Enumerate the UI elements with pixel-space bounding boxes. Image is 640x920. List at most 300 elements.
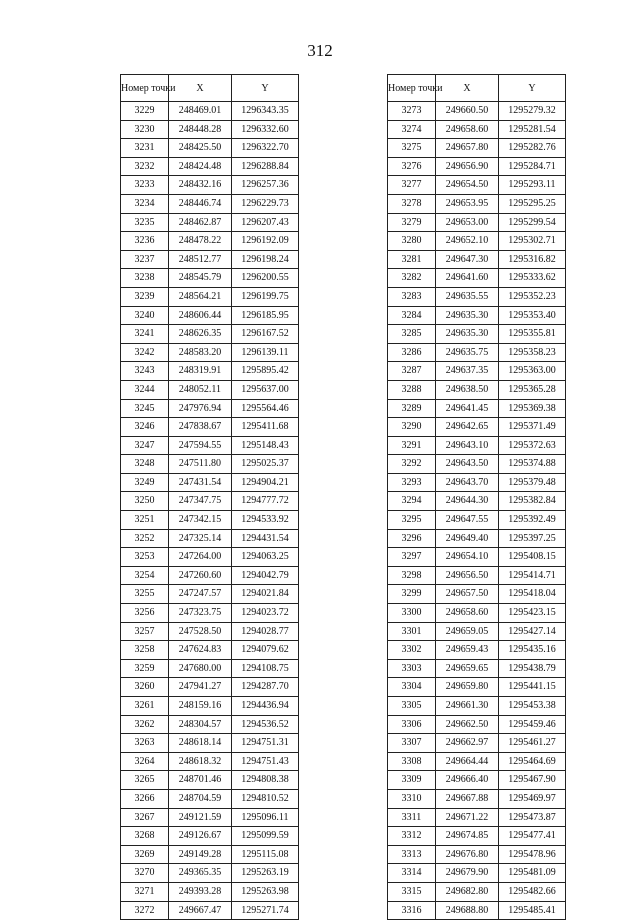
point-number-cell: 3257 (121, 622, 169, 641)
point-number-cell: 3311 (388, 808, 436, 827)
x-cell: 248545.79 (169, 269, 232, 288)
y-cell: 1296332.60 (232, 120, 299, 139)
point-number-cell: 3270 (121, 864, 169, 883)
point-number-cell: 3264 (121, 752, 169, 771)
point-number-cell: 3243 (121, 362, 169, 381)
table-body-right (388, 102, 566, 920)
point-number-cell: 3289 (388, 399, 436, 418)
point-number-cell: 3263 (121, 734, 169, 753)
x-cell: 249653.95 (436, 194, 499, 213)
y-cell: 1294063.25 (232, 548, 299, 567)
table-row (121, 734, 299, 753)
x-cell: 249658.60 (436, 120, 499, 139)
x-cell: 249652.10 (436, 232, 499, 251)
table-row (121, 827, 299, 846)
y-cell: 1295293.11 (499, 176, 566, 195)
y-cell: 1295363.00 (499, 362, 566, 381)
x-cell: 249662.50 (436, 715, 499, 734)
y-cell: 1295025.37 (232, 455, 299, 474)
point-number-cell: 3291 (388, 436, 436, 455)
y-cell: 1295353.40 (499, 306, 566, 325)
y-cell: 1295096.11 (232, 808, 299, 827)
x-cell: 247594.55 (169, 436, 232, 455)
table-row (121, 139, 299, 158)
y-cell: 1295358.23 (499, 343, 566, 362)
point-number-cell: 3247 (121, 436, 169, 455)
point-number-cell: 3276 (388, 157, 436, 176)
y-cell: 1295284.71 (499, 157, 566, 176)
x-cell: 249656.50 (436, 566, 499, 585)
x-cell: 247342.15 (169, 511, 232, 530)
table-row (121, 176, 299, 195)
y-cell: 1296185.95 (232, 306, 299, 325)
table-row (388, 566, 566, 585)
y-cell: 1295295.25 (499, 194, 566, 213)
y-cell: 1295485.41 (499, 901, 566, 920)
y-cell: 1295477.41 (499, 827, 566, 846)
table-row (121, 157, 299, 176)
y-cell: 1295397.25 (499, 529, 566, 548)
table-row (121, 250, 299, 269)
x-cell: 249657.50 (436, 585, 499, 604)
table-row (121, 845, 299, 864)
y-cell: 1295637.00 (232, 380, 299, 399)
x-cell: 249667.47 (169, 901, 232, 920)
x-cell: 247247.57 (169, 585, 232, 604)
y-cell: 1294108.75 (232, 659, 299, 678)
point-number-cell: 3236 (121, 232, 169, 251)
table-row (388, 492, 566, 511)
table-row (388, 659, 566, 678)
x-cell: 249654.50 (436, 176, 499, 195)
x-cell: 247528.50 (169, 622, 232, 641)
table-row (121, 511, 299, 530)
point-number-cell: 3267 (121, 808, 169, 827)
x-cell: 249659.05 (436, 622, 499, 641)
y-cell: 1295365.28 (499, 380, 566, 399)
x-cell: 249121.59 (169, 808, 232, 827)
table-row (121, 102, 299, 121)
table-row (388, 715, 566, 734)
table-row (388, 845, 566, 864)
header-point-number: Номер точки (121, 75, 169, 102)
y-cell: 1296139.11 (232, 343, 299, 362)
header-y: Y (232, 75, 299, 102)
x-cell: 249641.45 (436, 399, 499, 418)
y-cell: 1295427.14 (499, 622, 566, 641)
y-cell: 1295282.76 (499, 139, 566, 158)
table-row (388, 808, 566, 827)
point-number-cell: 3307 (388, 734, 436, 753)
y-cell: 1295478.96 (499, 845, 566, 864)
point-number-cell: 3249 (121, 473, 169, 492)
y-cell: 1294431.54 (232, 529, 299, 548)
header-x: X (436, 75, 499, 102)
table-row (121, 120, 299, 139)
x-cell: 249666.40 (436, 771, 499, 790)
x-cell: 248052.11 (169, 380, 232, 399)
x-cell: 249365.35 (169, 864, 232, 883)
table-row (388, 455, 566, 474)
y-cell: 1295441.15 (499, 678, 566, 697)
point-number-cell: 3261 (121, 697, 169, 716)
x-cell: 248159.16 (169, 697, 232, 716)
point-number-cell: 3258 (121, 641, 169, 660)
y-cell: 1295281.54 (499, 120, 566, 139)
table-row (388, 362, 566, 381)
x-cell: 249637.35 (436, 362, 499, 381)
point-number-cell: 3282 (388, 269, 436, 288)
point-number-cell: 3233 (121, 176, 169, 195)
y-cell: 1295473.87 (499, 808, 566, 827)
point-number-cell: 3244 (121, 380, 169, 399)
table-row (388, 789, 566, 808)
table-row (121, 325, 299, 344)
table-row (388, 901, 566, 920)
table-row (121, 473, 299, 492)
table-row (121, 901, 299, 920)
y-cell: 1295148.43 (232, 436, 299, 455)
y-cell: 1295438.79 (499, 659, 566, 678)
table-row (121, 771, 299, 790)
y-cell: 1296167.52 (232, 325, 299, 344)
table-row (121, 380, 299, 399)
y-cell: 1295372.63 (499, 436, 566, 455)
y-cell: 1295371.49 (499, 418, 566, 437)
y-cell: 1295263.19 (232, 864, 299, 883)
point-number-cell: 3298 (388, 566, 436, 585)
point-number-cell: 3256 (121, 604, 169, 623)
table-row (388, 418, 566, 437)
x-cell: 249688.80 (436, 901, 499, 920)
table-row (388, 882, 566, 901)
table-row (121, 789, 299, 808)
x-cell: 249638.50 (436, 380, 499, 399)
point-number-cell: 3287 (388, 362, 436, 381)
x-cell: 248704.59 (169, 789, 232, 808)
x-cell: 249635.30 (436, 325, 499, 344)
table-row (121, 715, 299, 734)
table-row (388, 604, 566, 623)
y-cell: 1295379.48 (499, 473, 566, 492)
point-number-cell: 3280 (388, 232, 436, 251)
x-cell: 249682.80 (436, 882, 499, 901)
point-number-cell: 3232 (121, 157, 169, 176)
x-cell: 247431.54 (169, 473, 232, 492)
point-number-cell: 3283 (388, 287, 436, 306)
x-cell: 247976.94 (169, 399, 232, 418)
point-number-cell: 3237 (121, 250, 169, 269)
point-number-cell: 3262 (121, 715, 169, 734)
table-row (121, 752, 299, 771)
table-row (388, 194, 566, 213)
x-cell: 249647.30 (436, 250, 499, 269)
y-cell: 1295435.16 (499, 641, 566, 660)
y-cell: 1295271.74 (232, 901, 299, 920)
table-row (121, 808, 299, 827)
table-row (388, 734, 566, 753)
x-cell: 247260.60 (169, 566, 232, 585)
y-cell: 1294533.92 (232, 511, 299, 530)
table-row (388, 269, 566, 288)
y-cell: 1295423.15 (499, 604, 566, 623)
table-row (121, 678, 299, 697)
y-cell: 1295895.42 (232, 362, 299, 381)
x-cell: 249635.30 (436, 306, 499, 325)
x-cell: 248512.77 (169, 250, 232, 269)
table-row (121, 529, 299, 548)
table-row (388, 585, 566, 604)
y-cell: 1295263.98 (232, 882, 299, 901)
x-cell: 249656.90 (436, 157, 499, 176)
x-cell: 248583.20 (169, 343, 232, 362)
x-cell: 249661.30 (436, 697, 499, 716)
x-cell: 249679.90 (436, 864, 499, 883)
x-cell: 249674.85 (436, 827, 499, 846)
point-number-cell: 3297 (388, 548, 436, 567)
table-row (388, 157, 566, 176)
coordinates-table-right (387, 74, 566, 920)
x-cell: 249662.97 (436, 734, 499, 753)
x-cell: 249393.28 (169, 882, 232, 901)
y-cell: 1295411.68 (232, 418, 299, 437)
point-number-cell: 3251 (121, 511, 169, 530)
header-point-number: Номер точки (388, 75, 436, 102)
x-cell: 248618.32 (169, 752, 232, 771)
y-cell: 1295352.23 (499, 287, 566, 306)
x-cell: 247680.00 (169, 659, 232, 678)
x-cell: 249647.55 (436, 511, 499, 530)
point-number-cell: 3278 (388, 194, 436, 213)
table-row (388, 473, 566, 492)
y-cell: 1295115.08 (232, 845, 299, 864)
point-number-cell: 3313 (388, 845, 436, 864)
coordinates-table-left (120, 74, 299, 920)
x-cell: 248432.16 (169, 176, 232, 195)
x-cell: 248319.91 (169, 362, 232, 381)
table-row (121, 864, 299, 883)
y-cell: 1295392.49 (499, 511, 566, 530)
y-cell: 1296200.55 (232, 269, 299, 288)
page-number: 312 (307, 41, 333, 60)
x-cell: 248606.44 (169, 306, 232, 325)
point-number-cell: 3300 (388, 604, 436, 623)
table-row (388, 250, 566, 269)
point-number-cell: 3314 (388, 864, 436, 883)
x-cell: 249659.80 (436, 678, 499, 697)
y-cell: 1295279.32 (499, 102, 566, 121)
table-row (121, 436, 299, 455)
table-row (388, 697, 566, 716)
table-row (388, 287, 566, 306)
y-cell: 1295316.82 (499, 250, 566, 269)
table-row (121, 213, 299, 232)
x-cell: 249641.60 (436, 269, 499, 288)
table-row (121, 399, 299, 418)
point-number-cell: 3290 (388, 418, 436, 437)
y-cell: 1296257.36 (232, 176, 299, 195)
table-row (121, 455, 299, 474)
x-cell: 249659.65 (436, 659, 499, 678)
x-cell: 249667.88 (436, 789, 499, 808)
point-number-cell: 3246 (121, 418, 169, 437)
table-row (388, 436, 566, 455)
point-number-cell: 3229 (121, 102, 169, 121)
point-number-cell: 3241 (121, 325, 169, 344)
x-cell: 247323.75 (169, 604, 232, 623)
table-row (388, 864, 566, 883)
x-cell: 249635.55 (436, 287, 499, 306)
x-cell: 249649.40 (436, 529, 499, 548)
y-cell: 1294021.84 (232, 585, 299, 604)
x-cell: 247838.67 (169, 418, 232, 437)
x-cell: 248424.48 (169, 157, 232, 176)
y-cell: 1296343.35 (232, 102, 299, 121)
y-cell: 1294751.31 (232, 734, 299, 753)
table-row (388, 548, 566, 567)
y-cell: 1294042.79 (232, 566, 299, 585)
x-cell: 249635.75 (436, 343, 499, 362)
y-cell: 1295481.09 (499, 864, 566, 883)
table-row (121, 585, 299, 604)
y-cell: 1294810.52 (232, 789, 299, 808)
y-cell: 1296322.70 (232, 139, 299, 158)
table-row (121, 194, 299, 213)
point-number-cell: 3286 (388, 343, 436, 362)
y-cell: 1294808.38 (232, 771, 299, 790)
y-cell: 1295299.54 (499, 213, 566, 232)
x-cell: 248462.87 (169, 213, 232, 232)
x-cell: 248448.28 (169, 120, 232, 139)
point-number-cell: 3315 (388, 882, 436, 901)
point-number-cell: 3284 (388, 306, 436, 325)
x-cell: 249149.28 (169, 845, 232, 864)
point-number-cell: 3272 (121, 901, 169, 920)
x-cell: 249658.60 (436, 604, 499, 623)
x-cell: 248425.50 (169, 139, 232, 158)
x-cell: 249660.50 (436, 102, 499, 121)
table-row (388, 343, 566, 362)
y-cell: 1294287.70 (232, 678, 299, 697)
y-cell: 1295418.04 (499, 585, 566, 604)
point-number-cell: 3316 (388, 901, 436, 920)
table-row (121, 622, 299, 641)
table-row (121, 882, 299, 901)
y-cell: 1295333.62 (499, 269, 566, 288)
point-number-cell: 3265 (121, 771, 169, 790)
y-cell: 1295564.46 (232, 399, 299, 418)
table-row (121, 641, 299, 660)
x-cell: 249654.10 (436, 548, 499, 567)
y-cell: 1294028.77 (232, 622, 299, 641)
x-cell: 248469.01 (169, 102, 232, 121)
y-cell: 1296288.84 (232, 157, 299, 176)
point-number-cell: 3306 (388, 715, 436, 734)
y-cell: 1295408.15 (499, 548, 566, 567)
header-y: Y (499, 75, 566, 102)
point-number-cell: 3308 (388, 752, 436, 771)
x-cell: 249642.65 (436, 418, 499, 437)
x-cell: 247511.80 (169, 455, 232, 474)
y-cell: 1296229.73 (232, 194, 299, 213)
y-cell: 1295461.27 (499, 734, 566, 753)
point-number-cell: 3242 (121, 343, 169, 362)
point-number-cell: 3299 (388, 585, 436, 604)
point-number-cell: 3279 (388, 213, 436, 232)
y-cell: 1295414.71 (499, 566, 566, 585)
point-number-cell: 3245 (121, 399, 169, 418)
point-number-cell: 3294 (388, 492, 436, 511)
x-cell: 249644.30 (436, 492, 499, 511)
table-row (388, 102, 566, 121)
y-cell: 1294536.52 (232, 715, 299, 734)
point-number-cell: 3230 (121, 120, 169, 139)
x-cell: 249126.67 (169, 827, 232, 846)
x-cell: 248564.21 (169, 287, 232, 306)
point-number-cell: 3285 (388, 325, 436, 344)
point-number-cell: 3250 (121, 492, 169, 511)
y-cell: 1294904.21 (232, 473, 299, 492)
x-cell: 249643.70 (436, 473, 499, 492)
x-cell: 248618.14 (169, 734, 232, 753)
table-row (121, 343, 299, 362)
point-number-cell: 3288 (388, 380, 436, 399)
point-number-cell: 3309 (388, 771, 436, 790)
table-row (388, 325, 566, 344)
point-number-cell: 3269 (121, 845, 169, 864)
y-cell: 1294079.62 (232, 641, 299, 660)
y-cell: 1295464.69 (499, 752, 566, 771)
x-cell: 248446.74 (169, 194, 232, 213)
table-row (121, 287, 299, 306)
point-number-cell: 3293 (388, 473, 436, 492)
x-cell: 249676.80 (436, 845, 499, 864)
y-cell: 1295355.81 (499, 325, 566, 344)
x-cell: 249657.80 (436, 139, 499, 158)
table-row (388, 176, 566, 195)
point-number-cell: 3248 (121, 455, 169, 474)
table-row (388, 380, 566, 399)
table-row (121, 306, 299, 325)
point-number-cell: 3234 (121, 194, 169, 213)
table-row (121, 604, 299, 623)
point-number-cell: 3260 (121, 678, 169, 697)
y-cell: 1294023.72 (232, 604, 299, 623)
point-number-cell: 3277 (388, 176, 436, 195)
x-cell: 247941.27 (169, 678, 232, 697)
x-cell: 249643.10 (436, 436, 499, 455)
table-row (121, 232, 299, 251)
x-cell: 248626.35 (169, 325, 232, 344)
point-number-cell: 3239 (121, 287, 169, 306)
table-row (388, 641, 566, 660)
point-number-cell: 3271 (121, 882, 169, 901)
table-row (121, 492, 299, 511)
table-row (388, 213, 566, 232)
x-cell: 247624.83 (169, 641, 232, 660)
point-number-cell: 3274 (388, 120, 436, 139)
y-cell: 1296207.43 (232, 213, 299, 232)
table-row (121, 659, 299, 678)
table-body-left (121, 102, 299, 920)
point-number-cell: 3273 (388, 102, 436, 121)
table-row (388, 232, 566, 251)
point-number-cell: 3295 (388, 511, 436, 530)
point-number-cell: 3303 (388, 659, 436, 678)
point-number-cell: 3275 (388, 139, 436, 158)
y-cell: 1295482.66 (499, 882, 566, 901)
point-number-cell: 3312 (388, 827, 436, 846)
